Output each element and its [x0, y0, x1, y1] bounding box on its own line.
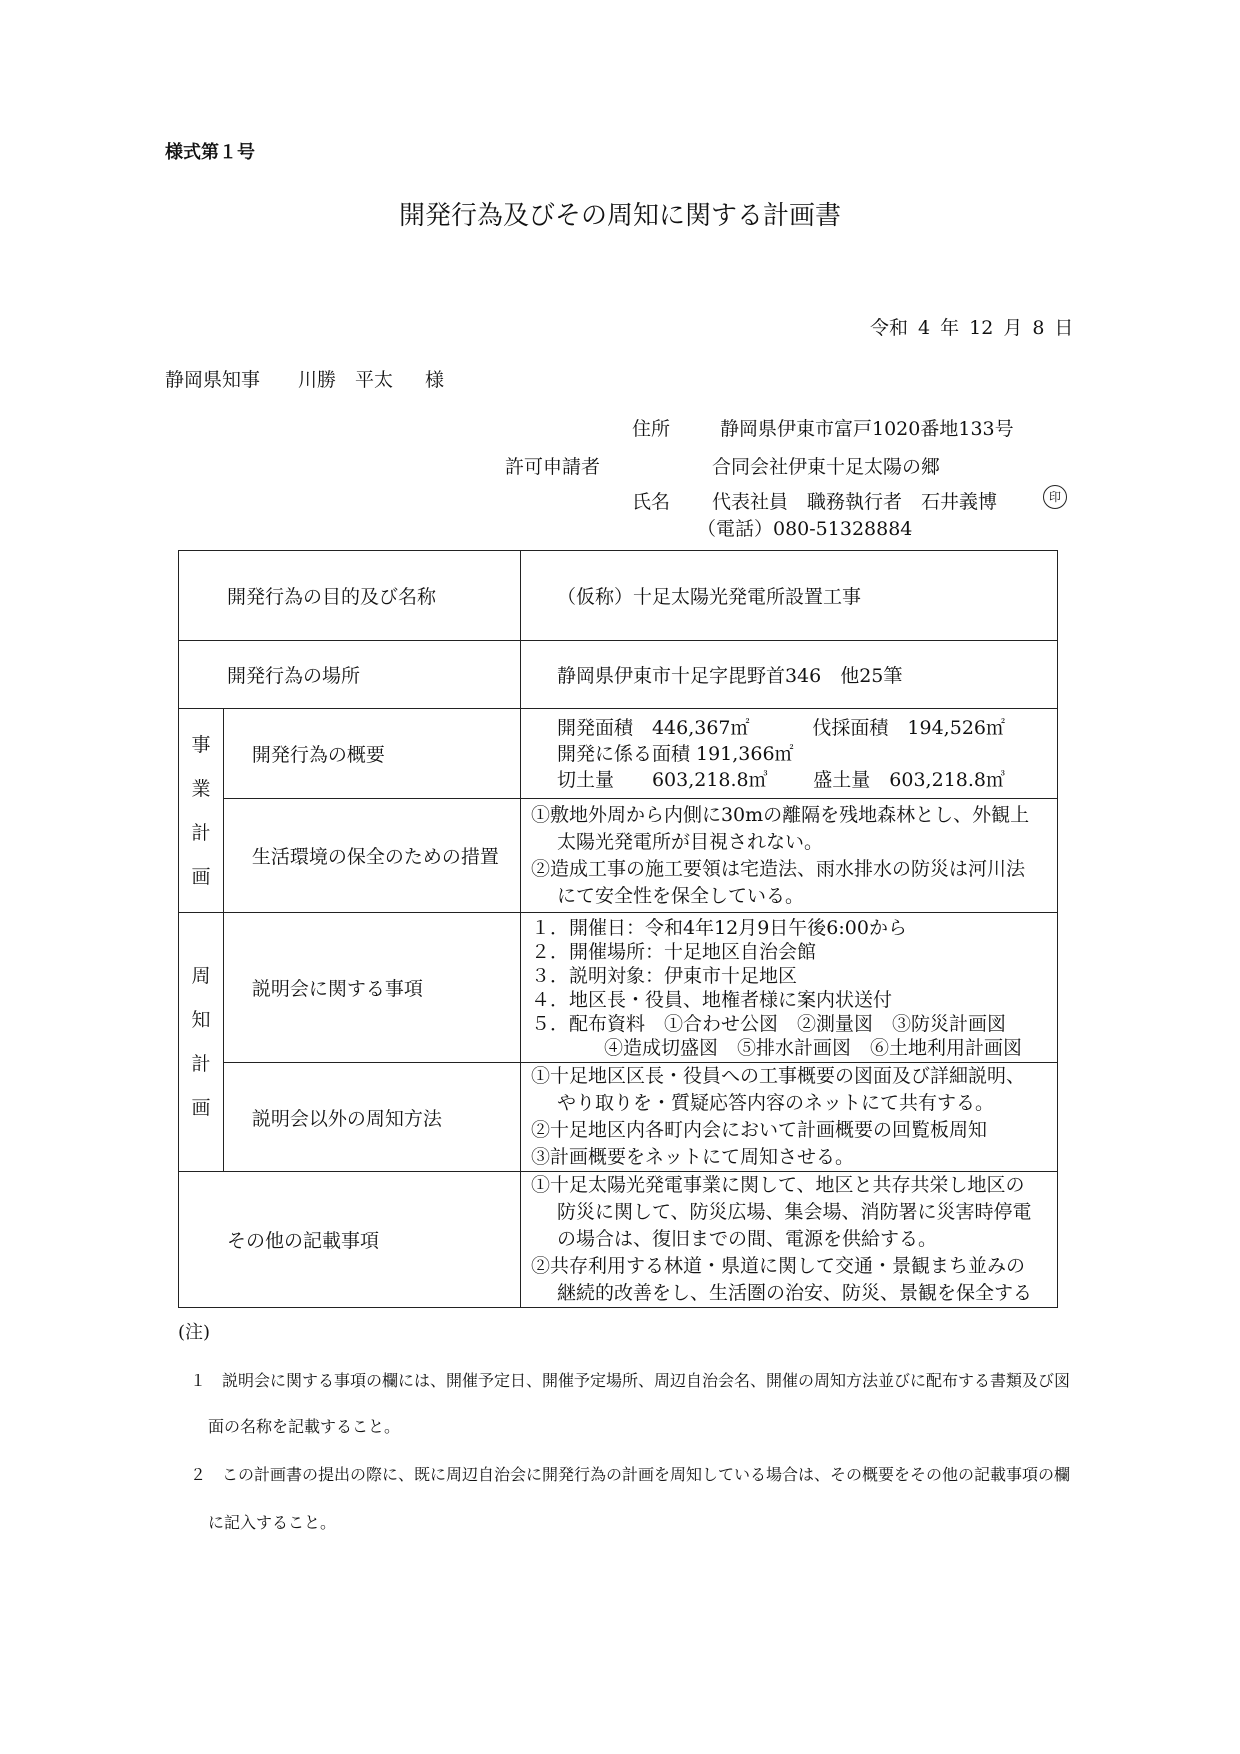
other-notice-line: ②十足地区内各町内会において計画概要の回覧板周知 [530, 1119, 987, 1141]
date-year-unit: 年 [940, 317, 960, 339]
overview-label: 開発行為の概要 [223, 709, 520, 799]
applicant-label: 許可申請者 [505, 456, 601, 478]
meeting-line: ５．配布資料 ①合わせ公図 ②測量図 ③防災計画図 [530, 1012, 1006, 1035]
meeting-line: １．開催日：令和4年12月9日午後6:00から [530, 916, 907, 939]
other-line: ①十足太陽光発電事業に関して、地区と共存共栄し地区の [530, 1174, 1025, 1196]
fill-volume: 盛土量 603,218.8㎥ [813, 768, 1005, 791]
date-era: 令和 [870, 317, 909, 339]
group-char: 画 [191, 865, 211, 888]
other-notice-line: ③計画概要をネットにて周知させる。 [530, 1146, 854, 1168]
row-overview [179, 709, 1058, 799]
note-2: ２ この計画書の提出の際に、既に周辺自治会に開発行為の計画を周知している場合は、その概要をその他の記載事項の欄 [190, 1465, 1071, 1484]
document-title: 開発行為及びその周知に関する計画書 [398, 201, 841, 231]
row-env [179, 799, 1058, 913]
overview-value [520, 709, 1057, 799]
env-line: にて安全性を保全している。 [556, 884, 804, 907]
meeting-line: ④造成切盛図 ⑤排水計画図 ⑥土地利用計画図 [603, 1036, 1022, 1059]
row-meeting [179, 913, 1058, 1063]
addressee-honorific: 様 [425, 369, 445, 391]
date-day-unit: 日 [1054, 317, 1074, 339]
company-name: 合同会社伊東十足太陽の郷 [712, 456, 941, 478]
other-value [520, 1172, 1057, 1308]
note-1: １ 説明会に関する事項の欄には、開催予定日、開催予定場所、周辺自治会名、開催の周知方法並びに配布する書類及び図 [190, 1371, 1071, 1390]
other-notice-line: やり取りを・質疑応答内容のネットにて共有する。 [556, 1092, 994, 1114]
purpose-value: （仮称）十足太陽光発電所設置工事 [520, 551, 1057, 641]
env-line: ②造成工事の施工要領は宅造法、雨水排水の防災は河川法 [530, 857, 1025, 880]
other-line: ②共存利用する林道・県道に関して交通・景観まち並みの [530, 1255, 1025, 1277]
group-char: 知 [191, 1009, 211, 1031]
meeting-value [520, 913, 1057, 1063]
group-char: 業 [191, 777, 211, 800]
note-1-continued: 面の名称を記載すること。 [208, 1417, 401, 1436]
env-line: 太陽光発電所が目視されない。 [556, 830, 823, 853]
env-label: 生活環境の保全のための措置 [223, 799, 520, 913]
seal-mark: 印 [1043, 485, 1067, 509]
other-line: 防災に関して、防災広場、集会場、消防署に災害時停電 [556, 1201, 1032, 1223]
document-date [870, 313, 1073, 340]
phone-number: （電話）080-51328884 [697, 518, 913, 540]
name-label: 氏名 [632, 491, 671, 513]
env-value [520, 799, 1057, 913]
group-char: 画 [191, 1097, 211, 1119]
date-month-unit: 月 [1003, 317, 1023, 339]
cut-volume: 切土量 603,218.8㎥ [556, 768, 768, 791]
address-value: 静岡県伊東市富戸1020番地133号 [720, 418, 1014, 440]
representative-name: 代表社員 職務執行者 石井義博 [712, 491, 998, 513]
other-line: 継続的改善をし、生活圏の治安、防災、景観を保全する [556, 1282, 1032, 1304]
note-2-continued: に記入すること。 [208, 1513, 337, 1532]
addressee [165, 365, 444, 392]
group-char: 周 [191, 965, 211, 987]
purpose-label: 開発行為の目的及び名称 [179, 551, 521, 641]
addressee-name: 川勝 平太 [298, 369, 394, 391]
dev-area: 開発面積 446,367㎡ [556, 716, 750, 739]
other-line: の場合は、復旧までの間、電源を供給する。 [556, 1228, 937, 1250]
other-label: その他の記載事項 [179, 1172, 521, 1308]
form-number: 様式第１号 [165, 142, 255, 163]
meeting-label: 説明会に関する事項 [223, 913, 520, 1063]
notice-plan-group-label [179, 913, 224, 1172]
row-purpose [179, 551, 1058, 641]
group-char: 計 [191, 821, 211, 844]
related-area: 開発に係る面積 191,366㎡ [556, 742, 794, 765]
date-day: 8 [1032, 317, 1045, 339]
group-char: 事 [191, 733, 211, 756]
group-char: 計 [191, 1053, 211, 1075]
other-notice-value [520, 1063, 1057, 1172]
location-label: 開発行為の場所 [179, 641, 521, 709]
business-plan-group-label [179, 709, 224, 913]
deforest-area: 伐採面積 194,526㎡ [812, 716, 1005, 739]
meeting-line: ４．地区長・役員、地権者様に案内状送付 [530, 988, 892, 1011]
meeting-line: ２．開催場所：十足地区自治会館 [530, 940, 816, 963]
plan-table [178, 550, 1058, 1308]
other-notice-line: ①十足地区区長・役員への工事概要の図面及び詳細説明、 [530, 1065, 1025, 1087]
location-value: 静岡県伊東市十足字毘野首346 他25筆 [520, 641, 1057, 709]
row-other [179, 1172, 1058, 1308]
addressee-office: 静岡県知事 [165, 369, 261, 391]
other-notice-label: 説明会以外の周知方法 [223, 1063, 520, 1172]
env-line: ①敷地外周から内側に30mの離隔を残地森林とし、外観上 [530, 803, 1030, 826]
date-year: 4 [918, 317, 931, 339]
row-other-notice [179, 1063, 1058, 1172]
address-label: 住所 [632, 418, 671, 440]
row-location [179, 641, 1058, 709]
notes-heading: (注) [178, 1322, 211, 1343]
date-month: 12 [969, 317, 994, 339]
meeting-line: ３．説明対象：伊東市十足地区 [530, 964, 797, 987]
